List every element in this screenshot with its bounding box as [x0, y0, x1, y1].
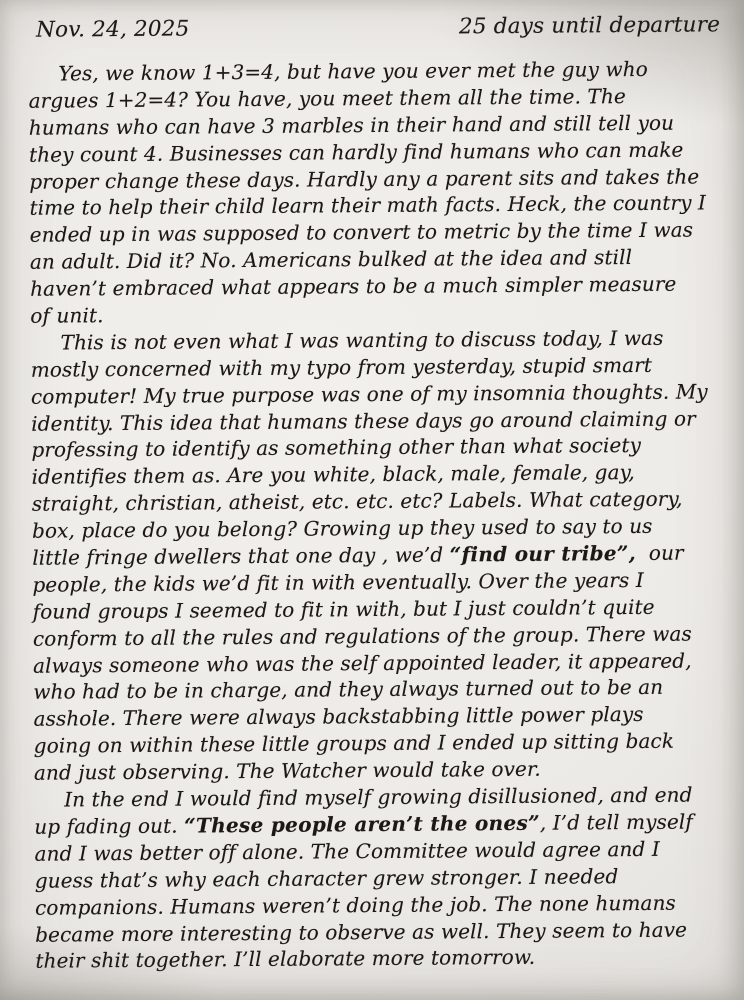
page-content — [28, 11, 732, 975]
paragraph — [28, 55, 726, 329]
text-run: always someone who was the self appointed leader, it appeared, — [33, 648, 692, 678]
text-run: and just observing. The Watcher would take over. — [33, 756, 541, 785]
text-run: mostly concerned with my typo from yesterday, stupid smart — [30, 352, 653, 382]
paragraph — [34, 781, 731, 975]
text-run: companions. Humans weren’t doing the job. The none humans — [34, 890, 676, 920]
date-heading: Nov. 24, 2025 — [36, 16, 190, 43]
countdown-heading: 25 days until departure — [458, 12, 721, 40]
bold-emphasis: “find our tribe”, — [449, 541, 637, 567]
text-run: our — [635, 540, 684, 566]
text-run: of unit. — [30, 303, 104, 328]
text-run: straight, christian, atheist, etc. etc. etc? Labels. What category, — [31, 486, 683, 516]
text-line — [34, 728, 730, 760]
text-run: up fading out. — [34, 813, 185, 839]
text-run: asshole. There were always backstabbing little power plays — [33, 702, 644, 732]
text-run: they count 4. Businesses can hardly find humans who can make — [28, 137, 684, 167]
text-run: argues 1+2=4? You have, you meet them all the time. The — [28, 83, 626, 113]
text-run: going on within these little groups and I ended up sitting back — [33, 728, 675, 758]
text-line — [34, 835, 730, 867]
text-run: box, place do you belong? Growing up they used to say to us — [31, 513, 653, 543]
text-line — [30, 270, 726, 302]
text-run: found groups I seemed to fit in with, but I just couldn’t quite — [32, 594, 655, 624]
text-run: haven’t embraced what appears to be a much simpler measure — [30, 271, 677, 301]
text-run: became more interesting to observe as well. They seem to have — [35, 917, 688, 947]
text-run: little fringe dwellers that one day , we’d — [32, 542, 450, 570]
text-run: people, the kids we’d fit in with eventually. Over the years I — [32, 567, 644, 597]
text-run: time to help their child learn their math facts. Heck, the country I — [29, 190, 707, 221]
paragraph — [30, 324, 730, 787]
text-run: proper change these days. Hardly any a parent sits and takes the — [29, 164, 700, 194]
text-run: identity. This idea that humans these days go around claiming or — [31, 406, 696, 436]
page-header — [28, 11, 724, 43]
text-run: computer! My true purpose was one of my insomnia thoughts. My — [30, 379, 708, 409]
text-run: identifies them as. Are you white, black, male, female, gay, — [31, 460, 635, 490]
text-run: who had to be in charge, and they always turned out to be an — [33, 675, 664, 705]
text-run: and I was better off alone. The Committee would agree and I — [34, 836, 660, 866]
text-run: This is not even what I was wanting to discuss today, I was — [60, 325, 664, 355]
text-run: , I’d tell myself — [539, 809, 693, 835]
text-run: professing to identify as something other than what society — [31, 433, 642, 463]
document-body — [28, 55, 731, 975]
bold-emphasis: “These people aren’t the ones” — [184, 810, 540, 838]
text-run: ended up in was supposed to convert to metric by the time I was — [29, 217, 694, 248]
text-run: their shit together. I’ll elaborate more tomorrow. — [35, 945, 536, 974]
text-run: conform to all the rules and regulations of the group. There was — [32, 621, 692, 651]
text-run: In the end I would find myself growing disillusioned, and end — [64, 782, 693, 812]
text-run: guess that’s why each character grew stronger. I needed — [34, 863, 619, 893]
text-run: an adult. Did it? No. Americans bulked at the idea and still — [29, 245, 633, 274]
text-run: Yes, we know 1+3=4, but have you ever met the guy who — [58, 56, 648, 86]
text-line — [35, 943, 731, 975]
text-run: humans who can have 3 marbles in their hand and still tell you — [28, 110, 675, 140]
